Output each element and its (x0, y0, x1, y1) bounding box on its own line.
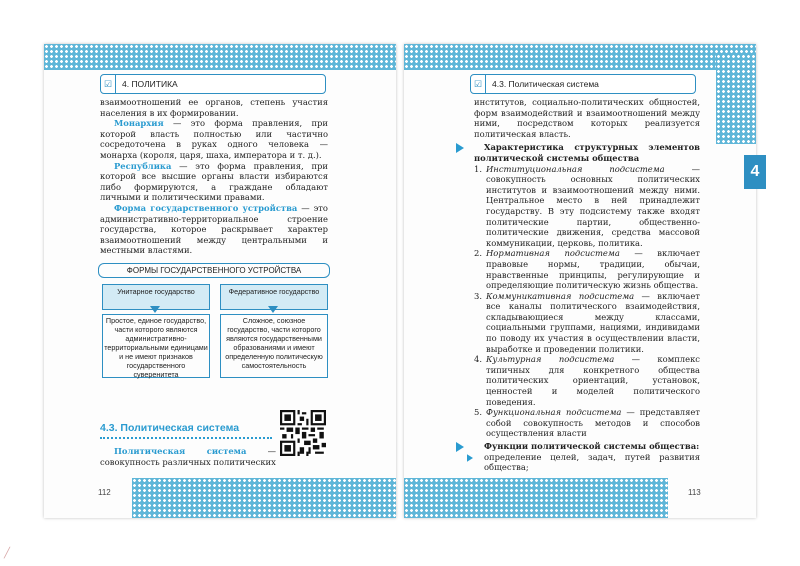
list-item (474, 248, 700, 291)
list-text: — совокупность основных политических институтов и взаимоотношений между ними. Центральное место в ней принадлежит государству. В эту подсистему также входят политические партии, общественно-политические движения, средства массовой коммуникации, церковь, политика. (486, 163, 700, 248)
chapter-header (100, 74, 326, 94)
list-item (474, 163, 700, 249)
list-text: — включает правовые нормы, традиции, обычаи, нравственные принципы, регулирующие и определяющие политическую жизнь общества. (486, 248, 700, 291)
list-text: — включает все каналы политического взаимодействия, складывающиеся между классами, социальными группами, нациями, индивидами по поводу их участия в осуществлении власти, выработке и проведении политики. (486, 290, 700, 354)
diagram-title: ФОРМЫ ГОСУДАРСТВЕННОГО УСТРОЙСТВА (98, 263, 330, 278)
list-item (474, 407, 700, 439)
paragraph-top: взаимоотношений ее органов, степень участия населения в их формировании. (100, 97, 328, 118)
polsys-paragraph (100, 446, 276, 467)
political-system-definition (100, 446, 276, 467)
list-number: 5. (474, 407, 482, 418)
checkbox-icon: ☑ (471, 75, 486, 93)
list-term: Функциональная подсистема (486, 407, 622, 418)
list-number: 2. (474, 248, 482, 259)
term-political-system: Политическая система (114, 446, 247, 456)
triangle-bullet-icon (456, 442, 464, 452)
small-triangle-bullet-icon (467, 454, 473, 462)
unitary-description: Простое, единое государство, части которого являются административно-территориальными единицами и не имеют признаков государственного суверенитета (102, 314, 210, 378)
sub-item-text: определение целей, задач, путей развития общества; (484, 451, 700, 473)
list-term: Коммуникативная подсистема (486, 290, 635, 301)
section-header (470, 74, 696, 94)
monarchy-paragraph (100, 118, 328, 160)
list-term: Нормативная подсистема (486, 248, 620, 259)
section-underline (100, 437, 272, 439)
republic-definition: — это форма правления, при которой все высшие органы власти избираются либо формируются, а граждане обладают личными и политическими правами. (100, 160, 328, 203)
page-number: 112 (98, 488, 111, 497)
bottom-dot-pattern (132, 478, 396, 518)
term-monarchy: Монархия (114, 118, 164, 129)
federal-head: Федеративное государство (220, 284, 328, 310)
qr-code-icon[interactable] (280, 410, 326, 456)
corner-mark: ╱ (4, 548, 11, 559)
section-title: 4.3. Политическая система (100, 422, 240, 434)
functions-sub-item (484, 452, 700, 473)
federal-description: Сложное, союзное государство, части которого являются государственными образованиями и имеют определенную политическую самостоятельность (220, 314, 328, 378)
list-item (474, 290, 700, 355)
arrow-down-icon (268, 306, 278, 313)
chapter-tab: 4 (744, 155, 766, 189)
list-number: 3. (474, 290, 482, 301)
list-number: 1. (474, 163, 482, 174)
top-dot-pattern (404, 44, 756, 70)
subsystem-list (474, 163, 700, 439)
triangle-bullet-icon (456, 143, 464, 153)
structure-heading (474, 142, 700, 163)
list-text: — представляет собой совокупность методов и способов осуществления власти (486, 407, 700, 439)
checkbox-icon: ☑ (101, 75, 116, 93)
arrow-down-icon (150, 306, 160, 313)
list-term: Институциональная подсистема (486, 163, 665, 174)
structure-definition: — это административно-территориальное строение государства, которое раскрывает характер взаимоотношений между центральными и местными властями. (100, 202, 328, 256)
polsys-definition: — совокупность различных политических (100, 446, 276, 467)
chapter-header-label: 4. ПОЛИТИКА (122, 79, 178, 89)
list-term: Культурная подсистема (486, 354, 615, 365)
functions-heading (474, 441, 700, 452)
bottom-dot-pattern (404, 478, 668, 518)
list-item (474, 354, 700, 407)
term-structure: Форма государственного устройства (114, 202, 298, 213)
list-number: 4. (474, 354, 482, 365)
monarchy-definition: — это форма правления, при которой власть полностью или частично сосредоточена в руках одного человека — монарха (короля, царя, шаха, императора и т. д.). (100, 118, 328, 160)
paragraph-top: институтов, социально-политических общностей, форм взаимодействий и взаимоотношений между ними, посредством которых реализуется политическая власть. (474, 97, 700, 139)
section-header-label: 4.3. Политическая система (492, 79, 599, 89)
structure-paragraph (100, 203, 328, 256)
structure-heading-text: Характеристика структурных элементов политической системы общества (474, 142, 700, 163)
functions-heading-text: Функции политической системы общества: (484, 441, 700, 451)
unitary-head: Унитарное государство (102, 284, 210, 310)
term-republic: Республика (114, 160, 172, 171)
page-number: 113 (688, 488, 701, 497)
side-dot-pattern (716, 54, 756, 144)
republic-paragraph (100, 161, 328, 203)
top-dot-pattern (44, 44, 396, 70)
list-text: — комплекс типичных для конкретного общества политических ориентаций, установок, ценностей и моделей политического поведения. (486, 354, 700, 407)
left-text-block (100, 97, 328, 256)
right-text-block (474, 97, 700, 473)
